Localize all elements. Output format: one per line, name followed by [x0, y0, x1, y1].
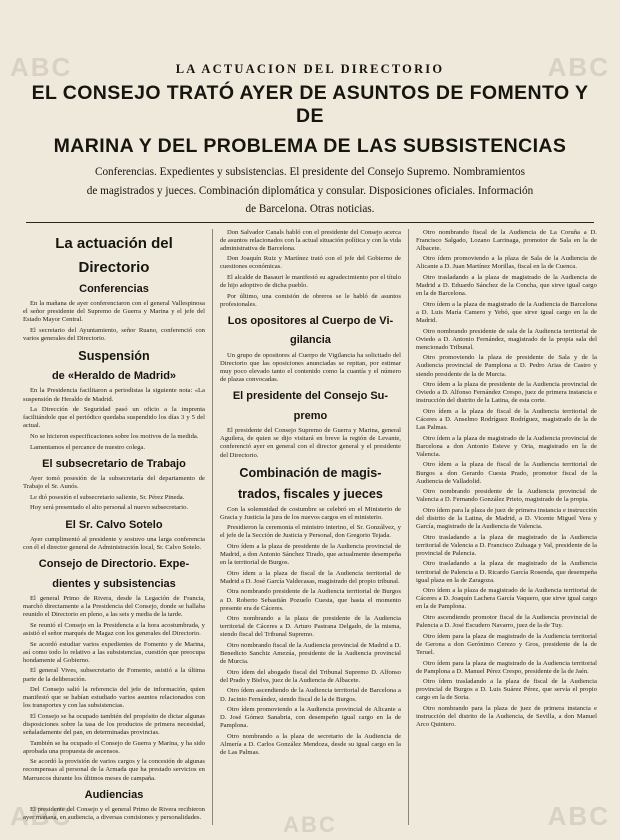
paragraph: Por último, una comisión de obreros se le habló de asuntos profesionales.	[219, 292, 401, 308]
section-heading-consejo-1: Consejo de Directorio. Expe-	[38, 558, 190, 571]
paragraph: Otro ídem ascendiendo de la Audiencia territorial de Barcelona a D. Jacinto Fernández, siendo fiscal de la de Burgos.	[219, 687, 401, 703]
paragraph: Otro trasladando a la plaza de magistrado de la Audiencia territorial de Palencia a D. Ricardo García Rosenda, que desempeña igual plaza en la de Zaragoza.	[415, 560, 597, 584]
subhead-line-2: de magistrados y jueces. Combinación diplomática y consular. Disposiciones oficiales. Información	[86, 184, 534, 197]
section-heading-combinacion-1: Combinación de magis-	[239, 465, 382, 480]
section-heading-suspension-2: de «Heraldo de Madrid»	[51, 369, 177, 382]
paragraph: Hoy será presentado el alto personal al nuevo subsecretario.	[30, 504, 189, 512]
paragraph: En la Presidencia facilitaron a periodistas la siguiente nota: «La suspensión de Heraldo de Madrid.	[23, 387, 205, 403]
paragraph: Otro nombrando fiscal de la Audiencia provincial de Madrid a D. Benedicto Sanchiz Amezúa, presidente de la Audiencia provincial de Murcia.	[219, 642, 401, 666]
paragraph: La Dirección de Seguridad pasó un oficio a la imprenta facilitándole que el periódico quedaba suspendido los días 3 y 5 del actual.	[23, 406, 205, 430]
section-heading-presidente-supremo-2: premo	[293, 409, 328, 422]
paragraph: Otro ídem a la plaza de presidente de la Audiencia provincial de Madrid, a don Antonio Sánchez Tirado, que actualmente desempeña en la territorial de Burgos.	[219, 542, 401, 567]
section-heading-combinacion-2: trados, fiscales y jueces	[237, 486, 383, 501]
paragraph: El presidente del Consejo Supremo de Guerra y Marina, general Aguilera, de quien se dijo visitará en breve la región de Levante, conferenció ayer en general con el director general y el presidente del Directorio.	[219, 427, 401, 459]
paragraph: Le dió posesión el subsecretario saliente, Sr. Pérez Pineda.	[30, 493, 185, 501]
paragraph: Otro ídem promoviendo a la plaza de Sala de la Audiencia de Alicante a D. Juan Martínez Morillas, fiscal en la de Cuenca.	[415, 255, 597, 271]
masthead-divider	[26, 222, 594, 223]
paragraph: Con la solemnidad de costumbre se celebró en el Ministerio de Gracia y Justicia la jura de los nuevos cargos en el ministerio.	[219, 505, 401, 521]
paragraph: Otro trasladando a la plaza de magistrado de la Audiencia territorial de Valencia a D. Francisco Zuluaga y Val, presidente de la provincial de Palencia.	[415, 533, 597, 557]
paragraph: Otro nombrando presidente de sala de la Audiencia territorial de Oviedo a D. Antonio Fernández, magistrado de la propia sala del mencionado Tribunal.	[415, 327, 597, 351]
paragraph: Un grupo de opositores al Cuerpo de Vigilancia ha solicitado del Directorio que las oposiciones anunciadas se repitan, por estimar muy poco elevado tanto el contenido como la cuantía y el número de plazas convocadas.	[219, 351, 401, 384]
paragraph: El general Vives, subsecretario de Fomento, asistió a la última parte de la deliberación.	[23, 667, 205, 683]
paragraph: Otro ídem a la plaza de magistrado de la Audiencia provincial de Barcelona a don Antonio Esteve y Oria, magistrado en la de Valencia.	[415, 434, 597, 458]
paragraph: Ayer tomó posesión de la subsecretaría del departamento de Trabajo el Sr. Aunós.	[23, 475, 205, 491]
section-heading-audiencias: Audiencias	[84, 788, 144, 801]
column-2	[212, 229, 408, 825]
paragraph: El general Primo de Rivera, desde la Legación de Francia, marchó directamente a la Presidencia del Consejo, donde se hallaba reunido el Directorio en pleno, a las seis y media de la tarde.	[23, 595, 205, 619]
watermark-bottom-left: ABC	[10, 801, 73, 831]
masthead	[0, 0, 620, 217]
section-heading-presidente-supremo-1: El presidente del Consejo Su-	[232, 390, 389, 403]
watermark-bottom-right: ABC	[547, 801, 610, 831]
paragraph: También se ha ocupado el Consejo de Guerra y Marina, y ha sido aprobada una propuesta de ascensos.	[23, 739, 205, 755]
section-heading-consejo-2: dientes y subsistencias	[52, 577, 176, 590]
kicker: LA ACTUACION DEL DIRECTORIO	[175, 62, 445, 76]
paragraph: Otro ídem del abogado fiscal del Tribunal Supremo D. Alfonso del Prado y Bielva, juez de la Audiencia de Albacete.	[219, 668, 401, 684]
paragraph: Lamentamos el percance de nuestro colega.	[30, 443, 145, 451]
paragraph: Otro ascendiendo promotor fiscal de la Audiencia provincial de Palencia a D. José Escudero Navarro, juez de la de Tuy.	[415, 614, 597, 630]
subhead-line-1: Conferencias. Expedientes y subsistencias. El presidente del Consejo Supremo. Nombramientos	[94, 166, 525, 178]
paragraph: Otro nombrando a la plaza de presidente de la Audiencia territorial de Cáceres a D. Arturo Pastrana Delgado, de la misma, siendo fiscal del Tribunal Supremo.	[219, 615, 401, 639]
paragraph: Del Consejo salió la referencia del jefe de información, quien manifestó que se habían estudiado varios asuntos relacionados con los transportes y con las subsistencias.	[23, 686, 205, 710]
paragraph: Otro nombrando fiscal de la Audiencia de La Coruña a D. Francisco Salgado, Lozano Larrinaga, promotor de Sala en la de Albacete.	[415, 228, 597, 252]
paragraph: Otro ídem para la plaza de magistrado de la Audiencia territorial de Gerona a don Gerónimo Cerezo y Gros, presidente de la de Teruel.	[415, 632, 597, 656]
paragraph: Otra nombrando presidente de la Audiencia territorial de Burgos a D. Roberto Sebastián Pozuelo Cuesta, que hasta el momento presente era de Cáceres.	[219, 588, 401, 612]
paragraph: Otro ídem a la plaza de fiscal de la Audiencia territorial de Madrid a D. José García Valdecasas, magistrado del propio tribunal.	[219, 569, 401, 585]
paragraph: Otro nombrando para la plaza de juez de primera instancia e instrucción del distrito de la Audiencia, de Sevilla, a don Manuel Arco Quintero.	[415, 704, 597, 729]
paragraph: El secretario del Ayuntamiento, señor Ruano, conferenció con varios generales del Directorio.	[23, 326, 205, 342]
watermark-top-left: ABC	[10, 52, 73, 82]
paragraph: El Consejo se ha ocupado también del propósito de dictar algunas disposiciones sobre la tasa de los productos de primera necesidad, señaladamente del pan, en determinadas provincias.	[23, 712, 205, 737]
headline-line-1: EL CONSEJO TRATÓ AYER DE ASUNTOS DE FOMENTO Y DE	[31, 82, 589, 127]
paragraph: No se hicieron especificaciones sobre los motivos de la medida.	[30, 432, 199, 440]
paragraph: En la mañana de ayer conferenciaron con el general Vallespinosa el señor presidente del Supremo de Guerra y Marina y el jefe del Estado Mayor Central.	[23, 300, 205, 324]
col1-title-line-1: La actuación del	[55, 234, 173, 252]
paragraph: Otro ídem a la plaza de magistrado de la Audiencia territorial de Cáceres a D. Joaquín Lachera García Vaquero, que sirve igual cargo en la de Pamplona.	[415, 587, 597, 611]
columns	[0, 229, 620, 825]
paragraph: Otro nombrando presidente de la Audiencia provincial de Valencia a D. Fernando González Prieto, magistrado de la propia.	[415, 488, 597, 504]
paragraph: Otro ídem a la plaza de fiscal de la Audiencia territorial de Burgos a don Gerardo Cuesta Prado, promotor fiscal de la Audiencia de Valladolid.	[415, 461, 597, 485]
paragraph: Otro nombrando a la plaza de secretario de la Audiencia de Almería a D. Carlos González Mendoza, desde su igual cargo en la de Las Palmas.	[219, 732, 401, 757]
paragraph: Presidieron la ceremonia el ministro interino, el Sr. Gonzálvez, y el jefe de la Sección de Justicia y Personal, don Gregorio Tejada.	[219, 524, 401, 540]
paragraph: Se reunió el Consejo en la Presidencia a la hora acostumbrada, y asistió el señor marqués de Magaz con los generales del Directorio.	[23, 621, 205, 638]
section-heading-conferencias: Conferencias	[79, 282, 149, 295]
paragraph: Otro ídem a la plaza de presidente de la Audiencia provincial de Oviedo a D. Alfonso Fernández Crespo, juez de primera instancia e instrucción del distrito de la Latina, de esta corte.	[415, 381, 597, 405]
column-1	[16, 229, 212, 825]
paragraph: Don Joaquín Ruiz y Martínez trató con el jefe del Gobierno de cuestiones económicas.	[219, 255, 401, 271]
paragraph: Ayer cumplimentó al presidente y sostuvo una larga conferencia con él el director general de Administración local, Sr. Calvo Sotelo.	[23, 536, 205, 552]
paragraph: Otro ídem para la plaza de juez de primera instancia e instrucción del distrito de la Latina, de Madrid, a D. Vicente Miguel Vera y García, magistrado de la Audiencia de Valencia.	[415, 506, 597, 531]
column-3	[408, 229, 604, 825]
section-heading-calvo-sotelo: El Sr. Calvo Sotelo	[65, 518, 163, 531]
paragraph: Se acordó la provisión de varios cargos y la concesión de algunas recompensas al personal de la Armada que ha prestado servicios en Marruecos durante los últimos meses de campaña.	[23, 758, 205, 782]
paragraph: Otro ídem para la plaza de magistrado de la Audiencia territorial de Pamplona a D. Manuel Pérez Crespo, presidente de la de Jaén.	[415, 659, 597, 675]
paragraph: El presidente del Consejo y el general Primo de Rivera recibieron ayer mañana, en audiencia, a diversas comisiones y personalidades.	[23, 806, 205, 822]
watermark-top-right: ABC	[547, 52, 610, 82]
paragraph: Otro ídem a la plaza de magistrado de la Audiencia de Barcelona a D. Luis María Camero y Yebó, que sirve igual cargo en la de Madrid.	[415, 300, 597, 324]
section-heading-suspension-1: Suspensión	[78, 348, 150, 363]
section-heading-subsecretario: El subsecretario de Trabajo	[42, 457, 186, 470]
section-heading-opositores-1: Los opositores al Cuerpo de Vi-	[227, 314, 394, 327]
paragraph: Otro trasladando a la plaza de magistrado de la Audiencia de Madrid a D. Eduardo Sánchez de la Concha, que sirve igual cargo en la de Barcelona.	[415, 273, 597, 298]
paragraph: Se acordó estudiar varios expedientes de Fomento y de Marina, así como todo lo relativo a las subsistencias, cuestión que preocupa hondamente al Gobierno.	[23, 640, 205, 664]
paragraph: Otro promoviendo la plaza de presidente de Sala y de la Audiencia provincial de Pamplona a D. Pedro Arias de Castro y siendo presidente de la de Murcia.	[415, 354, 597, 378]
paragraph: Otro ídem trasladando a la plaza de fiscal de la Audiencia provincial de Burgos a D. Luis Suárez Pérez, que servía el propio cargo en la de Soria.	[415, 678, 597, 702]
watermark-bottom-center: ABC	[283, 812, 337, 837]
paragraph: Don Salvador Canals habló con el presidente del Consejo acerca de asuntos relacionados con la actual situación política y con la vida administrativa de Barcelona.	[219, 228, 401, 252]
paragraph: Otro ídem a la plaza de fiscal de la Audiencia territorial de Cáceres a D. Anselmo Rodríguez Rodríguez, magistrado de la de Las Palmas.	[415, 407, 597, 432]
paragraph: El alcalde de Basauri le manifestó su agradecimiento por el título de hijo adoptivo de dicha pueblo.	[219, 273, 401, 290]
subhead-line-3: de Barcelona. Otras noticias.	[245, 203, 375, 215]
section-heading-opositores-2: gilancia	[289, 334, 331, 347]
paragraph: Otro ídem promoviendo a la Audiencia provincial de Alicante a D. José Gómez Sanabria, con desempeño igual cargo en la de Pamplona.	[219, 706, 401, 730]
col1-title-line-2: Directorio	[78, 258, 150, 276]
headline-line-2: MARINA Y DEL PROBLEMA DE LAS SUBSISTENCIAS	[53, 135, 567, 157]
